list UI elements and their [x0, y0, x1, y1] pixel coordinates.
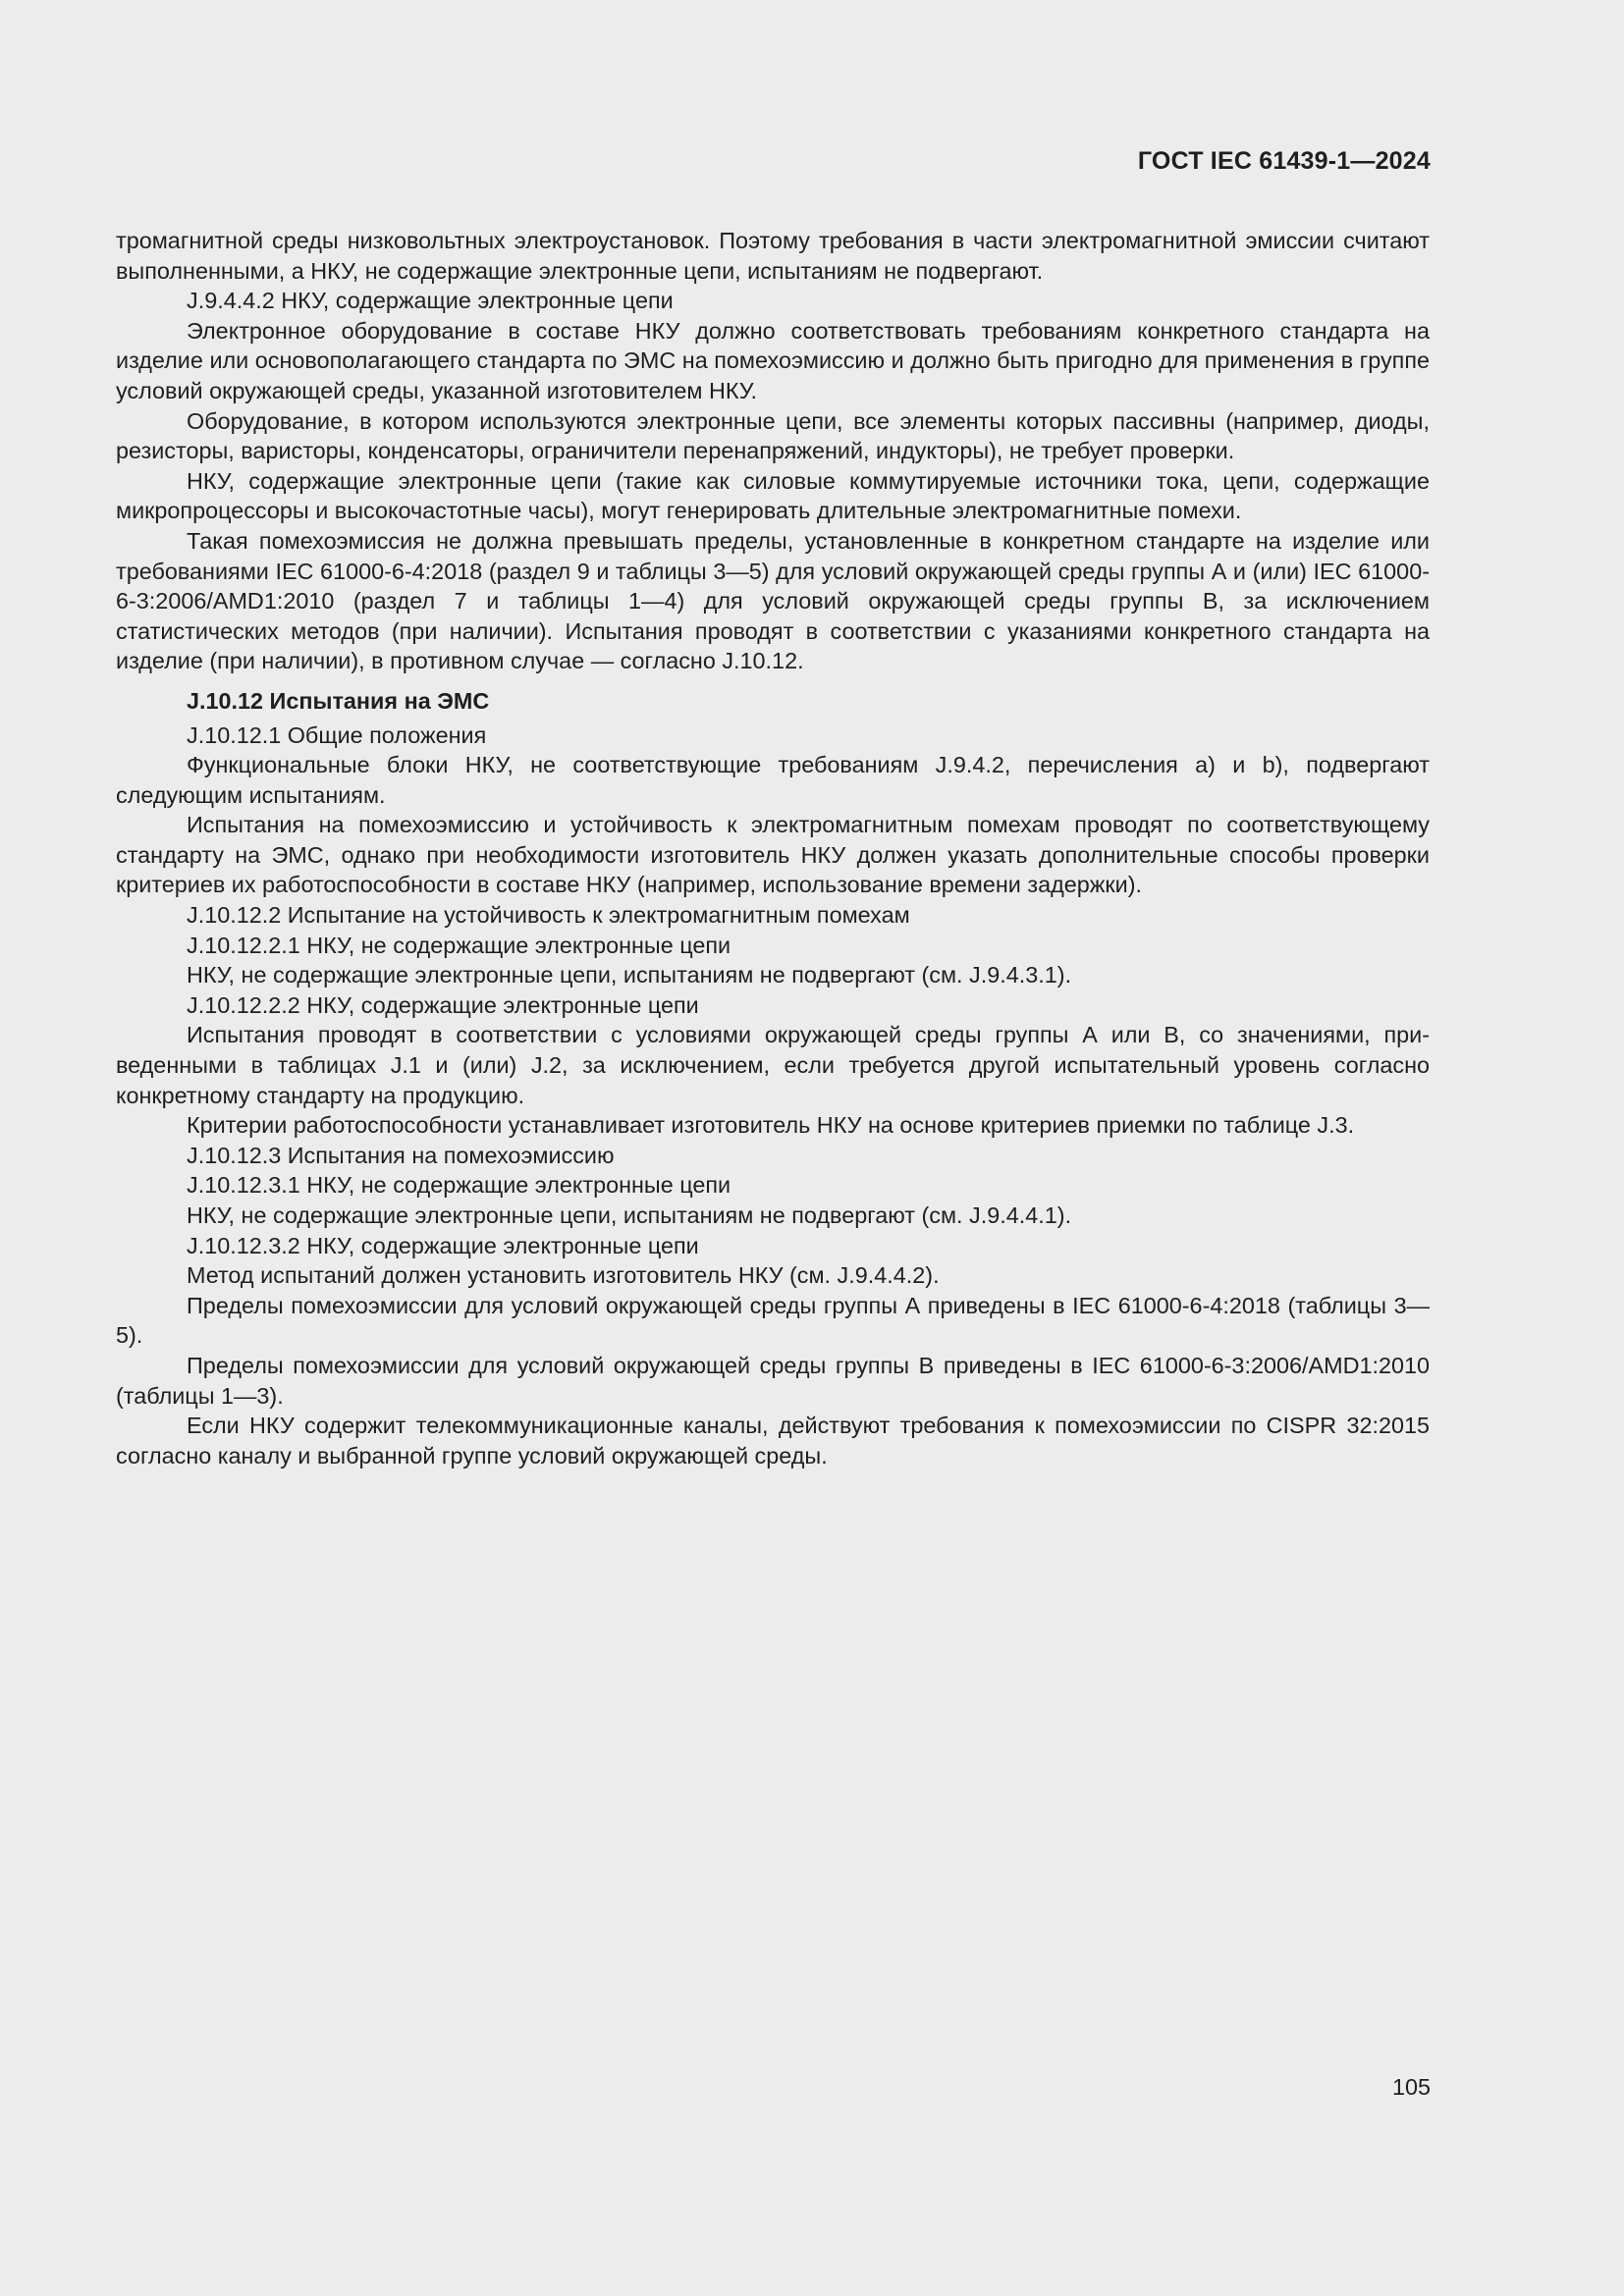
paragraph: НКУ, содержащие электронные цепи (такие как силовые коммутируемые источники тока, цепи, содержащие микропроцессоры и высокочастотные часы), могут генерировать длительные электромагнитные помехи. — [116, 467, 1430, 524]
paragraph: Метод испытаний должен установить изготовитель НКУ (см. J.9.4.4.2). — [187, 1262, 940, 1289]
clause-title: J.10.12.2 Испытание на устойчивость к электромагнитным помехам — [187, 902, 910, 929]
paragraph: Электронное оборудование в составе НКУ должно соответствовать требованиям конкретного стандарта на изделие или основополагающего стандарта по ЭМС на помехоэмиссию и должно быть пригодно для применения в группе условий окружающей среды, указанной изготовителем НКУ. — [116, 317, 1430, 403]
clause-title: J.10.12.2.1 НКУ, не содержащие электронные цепи — [187, 932, 731, 958]
clause-title: J.10.12.3.2 НКУ, содержащие электронные цепи — [187, 1232, 699, 1258]
paragraph: НКУ, не содержащие электронные цепи, испытаниям не подвергают (см. J.9.4.4.1). — [187, 1202, 1072, 1228]
clause-title: J.10.12.3.1 НКУ, не содержащие электронные цепи — [187, 1172, 731, 1199]
paragraph: Если НКУ содержит телекоммуникационные каналы, действуют требования к помехоэмиссии по CISPR 32:2015 согласно каналу и выбранной группе условий окружающей среды. — [116, 1413, 1430, 1468]
paragraph: Оборудование, в котором используются электронные цепи, все элементы которых пассивны (например, диоды, резисторы, варисторы, конденсаторы, ограничители перенапряжений, индукторы), не требует проверки. — [116, 407, 1430, 464]
paragraph: Испытания проводят в соответствии с условиями окружающей среды группы А или В, со значениями, приведенными в таблицах J.1 и (или) J.2, за исключением, если требуется другой испытательный уровень согласно конкретному стандарту на продукцию. — [116, 1022, 1430, 1108]
paragraph: НКУ, не содержащие электронные цепи, испытаниям не подвергают (см. J.9.4.3.1). — [187, 962, 1072, 988]
clause-title: J.10.12.1 Общие положения — [187, 721, 487, 748]
page-body — [116, 226, 1430, 1470]
paragraph: Такая помехоэмиссия не должна превышать пределы, установленные в конкретном стандарте на изделие или требованиями IEC 61000-6-4:2018 (раздел 9 и таблицы 3—5) для условий окружающей среды группы А и (или) IEC 61000-6-3:2006/AMD1:2010 (раздел 7 и таблицы 1—4) для условий окружающей среды группы В, за исключением статистических методов (при наличии). Испытания проводят в соответствии с указаниями конкретного стандарта на изделие (при наличии), в противном случае — согласно J.10.12. — [116, 527, 1430, 674]
clause-title: J.10.12.2.2 НКУ, содержащие электронные цепи — [187, 991, 699, 1018]
paragraph: Пределы помехоэмиссии для условий окружающей среды группы В приведены в IEC 61000-6-3:2006/AMD1:2010 (таблицы 1—3). — [116, 1352, 1430, 1409]
clause-title: J.10.12.3 Испытания на помехоэмиссию — [187, 1142, 615, 1168]
page-number: 105 — [1391, 2074, 1431, 2100]
section-heading: J.10.12 Испытания на ЭМС — [187, 687, 490, 714]
paragraph-continuation: тромагнитной среды низковольтных электроустановок. Поэтому требования в части электромагнитной эмиссии считают выполненными, а НКУ, не содержащие электронные цепи, испытаниям не подвергают. — [116, 228, 1430, 284]
paragraph: Критерии работоспособности устанавливает изготовитель НКУ на основе критериев приемки по таблице J.3. — [187, 1112, 1355, 1139]
clause-title: J.9.4.4.2 НКУ, содержащие электронные цепи — [187, 288, 674, 314]
document-header: ГОСТ IEC 61439-1—2024 — [1137, 147, 1431, 175]
paragraph: Испытания на помехоэмиссию и устойчивость к электромагнитным помехам проводят по соответствующему стандарту на ЭМС, однако при необходимости изготовитель НКУ должен указать дополнительные способы проверки критериев их работоспособности в составе НКУ (например, использование времени задержки). — [116, 812, 1430, 898]
paragraph: Функциональные блоки НКУ, не соответствующие требованиям J.9.4.2, перечисления а) и b), подвергают следующим испытаниям. — [116, 752, 1430, 808]
paragraph: Пределы помехоэмиссии для условий окружающей среды группы А приведены в IEC 61000-6-4:2018 (таблицы 3—5). — [116, 1292, 1430, 1349]
